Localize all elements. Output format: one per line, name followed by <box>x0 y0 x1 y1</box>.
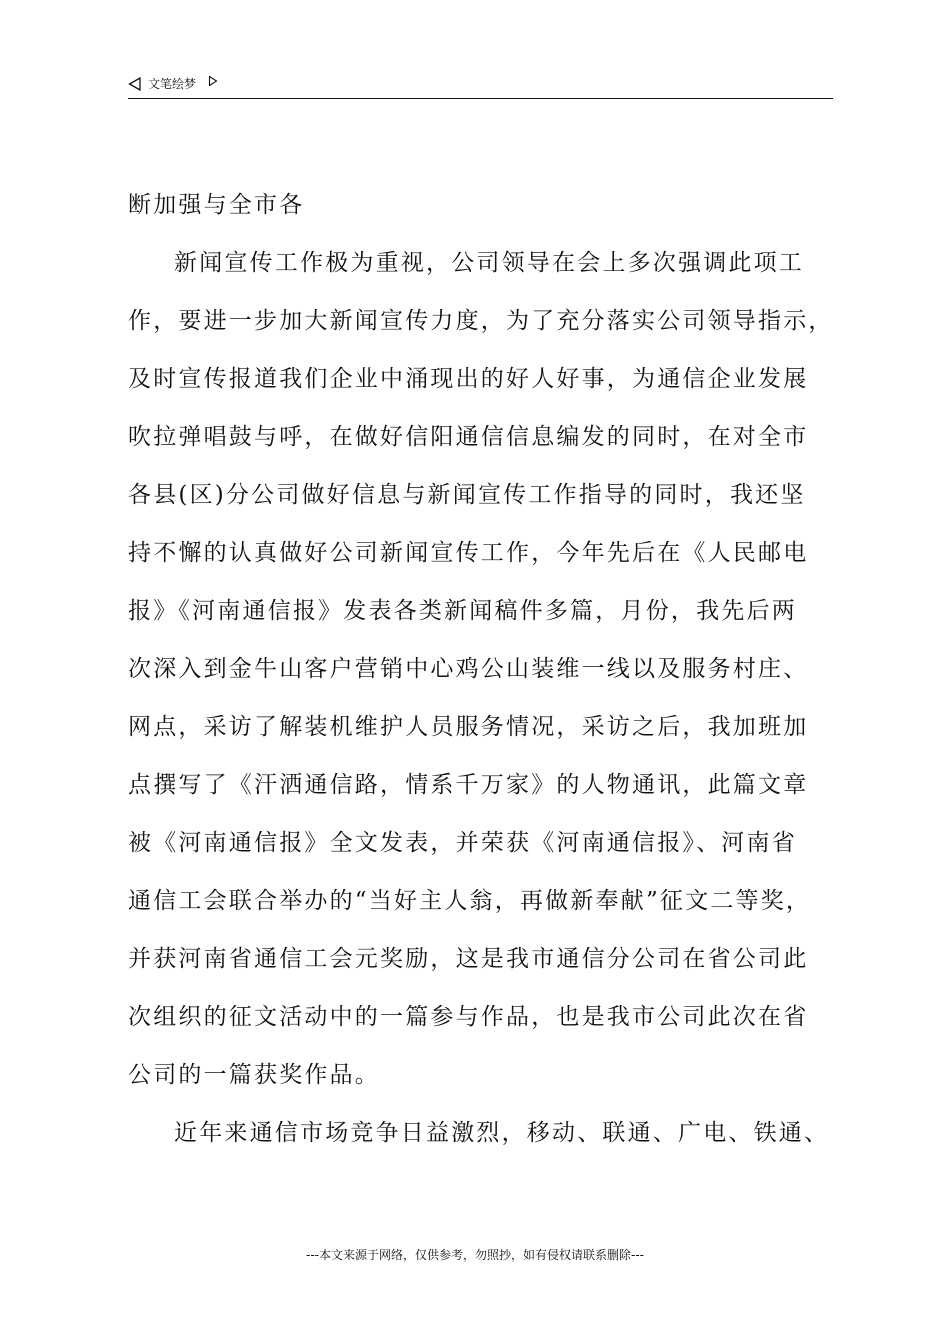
body-line: 近年来通信市场竞争日益激烈，移动、联通、广电、铁通、 <box>174 1120 830 1146</box>
body-line: 及时宣传报道我们企业中涌现出的好人好事，为通信企业发展 <box>128 366 809 392</box>
document-body <box>128 186 846 1172</box>
body-line: 报》《河南通信报》发表各类新闻稿件多篇，月份，我先后两 <box>128 598 797 624</box>
body-line: 被《河南通信报》全文发表，并荣获《河南通信报》、河南省 <box>128 830 797 856</box>
body-line: 断加强与全市各 <box>128 192 305 218</box>
body-line: 各县(区)分公司做好信息与新闻宣传工作指导的同时，我还坚 <box>128 482 806 508</box>
body-line: 次组织的征文活动中的一篇参与作品，也是我市公司此次在省 <box>128 1004 809 1030</box>
page-footer: ---本文来源于网络，仅供参考，勿照抄，如有侵权请联系删除--- <box>306 1248 644 1262</box>
triangle-right-icon <box>208 75 218 87</box>
triangle-left-icon <box>128 77 142 91</box>
body-line: 公司的一篇获奖作品。 <box>128 1062 380 1088</box>
page-header <box>128 74 833 99</box>
body-line: 点撰写了《汗洒通信路，情系千万家》的人物通讯，此篇文章 <box>128 772 809 798</box>
body-line: 作，要进一步加大新闻宣传力度，为了充分落实公司领导指示， <box>128 308 834 334</box>
body-line: 吹拉弹唱鼓与呼，在做好信阳通信信息编发的同时，在对全市 <box>128 424 809 450</box>
body-line: 持不懈的认真做好公司新闻宣传工作，今年先后在《人民邮电 <box>128 540 809 566</box>
body-line: 新闻宣传工作极为重视，公司领导在会上多次强调此项工 <box>174 250 804 276</box>
header-brand <box>128 74 218 94</box>
body-line: 通信工会联合举办的“当好主人翁，再做新奉献”征文二等奖， <box>128 888 812 914</box>
body-line: 并获河南省通信工会元奖励，这是我市通信分公司在省公司此 <box>128 946 809 972</box>
body-line: 网点，采访了解装机维护人员服务情况，采访之后，我加班加 <box>128 714 809 740</box>
header-title: 文笔绘梦 <box>148 77 197 91</box>
body-line: 次深入到金牛山客户营销中心鸡公山装维一线以及服务村庄、 <box>128 656 809 682</box>
